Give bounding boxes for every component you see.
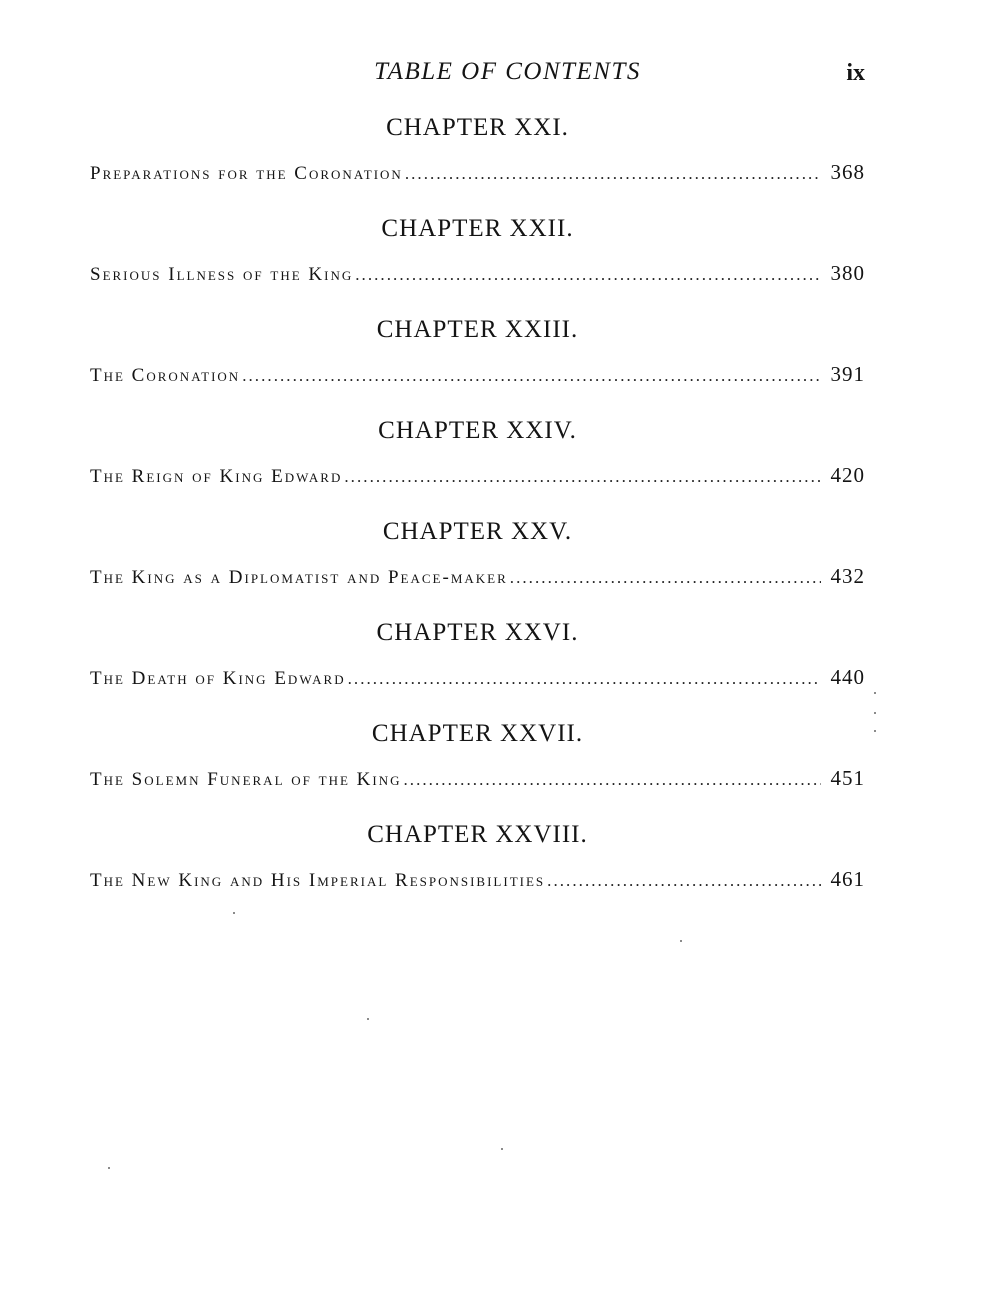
chapter-title: Serious Illness of the King [90,264,354,285]
running-title: TABLE OF CONTENTS [374,58,641,85]
running-head [90,58,865,92]
dot-leader [510,568,821,588]
scan-speck [367,1018,369,1020]
table-of-contents [90,114,865,922]
scan-speck [108,1167,110,1169]
chapter-heading: CHAPTER XXVIII. [367,821,588,848]
page-number: 368 [830,160,865,184]
page-number: 451 [830,766,865,790]
page-number: 380 [830,261,865,285]
chapter-heading: CHAPTER XXV. [382,518,573,545]
dot-leader [403,770,821,790]
chapter-block [90,114,865,215]
chapter-title: The Death of King Edward [90,668,346,689]
chapter-title: Preparations for the Coronation [90,163,403,184]
chapter-block [90,821,865,922]
dot-leader [348,669,821,689]
chapter-block [90,619,865,720]
page-folio: ix [846,60,865,86]
chapter-heading: CHAPTER XXI. [386,114,569,141]
chapter-title: The Reign of King Edward [90,466,343,487]
chapter-block [90,720,865,821]
toc-entry [90,867,865,892]
scan-speck [501,1148,503,1150]
scan-speck [874,692,876,694]
chapter-heading: CHAPTER XXIII. [376,316,579,343]
chapter-block [90,316,865,417]
dot-leader [405,164,821,184]
page-number: 432 [830,564,865,588]
dot-leader [344,467,821,487]
chapter-heading: CHAPTER XXVII. [371,720,584,747]
chapter-title: The Solemn Funeral of the King [90,769,402,790]
scan-speck [874,712,876,714]
chapter-block [90,417,865,518]
chapter-heading: CHAPTER XXVI. [376,619,579,646]
chapter-heading: CHAPTER XXIV. [378,417,577,444]
scan-speck [680,940,682,942]
page-number: 461 [830,867,865,891]
chapter-title: The King as a Diplomatist and Peace-maker [90,567,508,588]
page-number: 440 [830,665,865,689]
toc-entry [90,766,865,791]
toc-entry [90,261,865,286]
toc-entry [90,564,865,589]
scan-speck [874,730,876,732]
chapter-title: The New King and His Imperial Responsibilities [90,870,546,891]
toc-entry [90,463,865,488]
toc-entry [90,665,865,690]
dot-leader [547,871,821,891]
toc-entry [90,160,865,185]
chapter-heading: CHAPTER XXII. [381,215,574,242]
dot-leader [242,366,821,386]
scan-speck [233,912,235,914]
page-number: 391 [830,362,865,386]
chapter-block [90,518,865,619]
chapter-title: The Coronation [90,365,241,386]
dot-leader [355,265,821,285]
toc-entry [90,362,865,387]
page-number: 420 [830,463,865,487]
chapter-block [90,215,865,316]
